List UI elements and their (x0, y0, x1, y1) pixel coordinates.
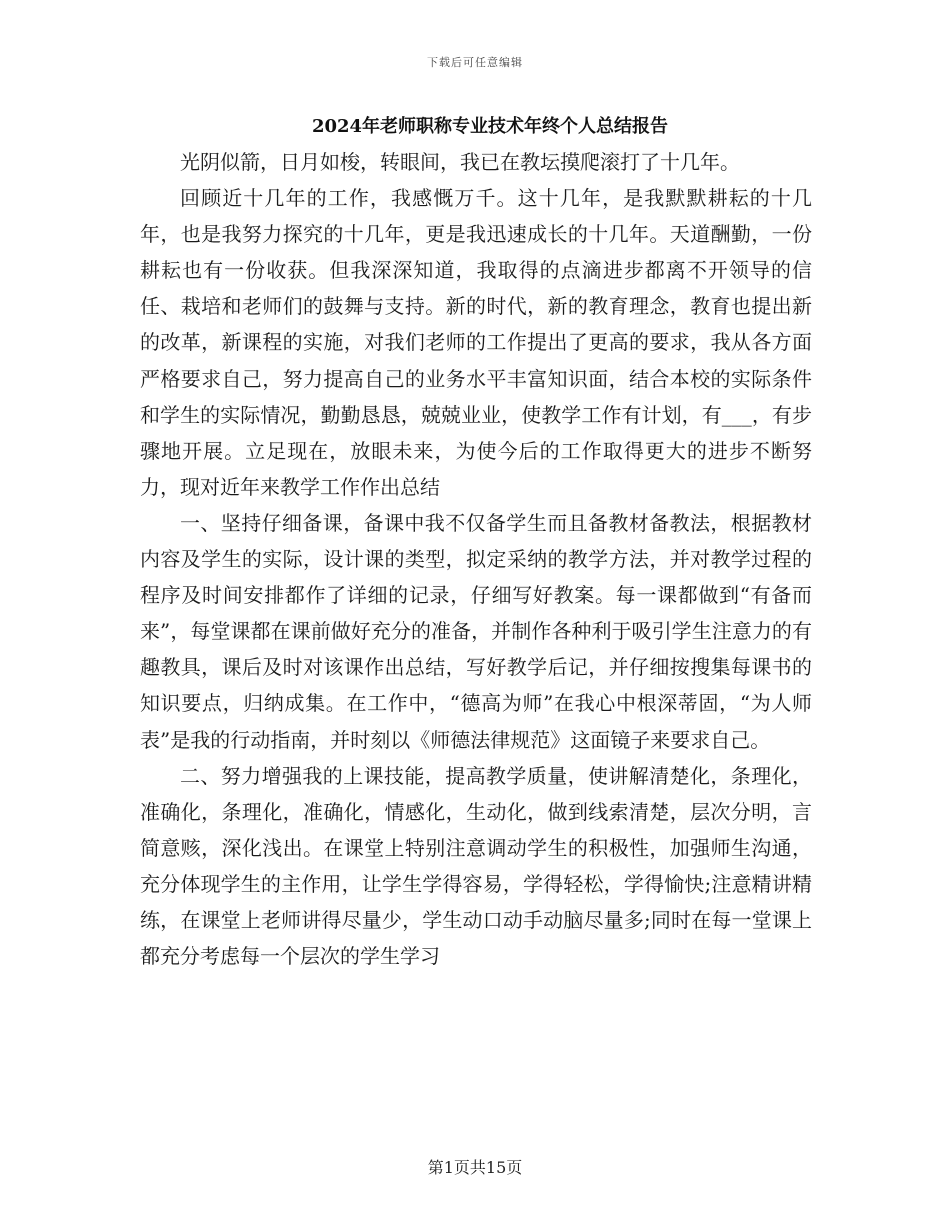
document-body (140, 144, 812, 974)
document-title: 2024年老师职称专业技术年终个人总结报告 (311, 116, 669, 137)
paragraph-section-two: 二、努力增强我的上课技能，提高教学质量，使讲解清楚化，条理化，准确化，条理化，准确化，情感化，生动化，做到线索清楚，层次分明，言简意赅，深化浅出。在课堂上特别注意调动学生的积极性，加强师生沟通，充分体现学生的主作用，让学生学得容易，学得轻松，学得愉快;注意精讲精练，在课堂上老师讲得尽量少，学生动口动手动脑尽量多;同时在每一堂课上都充分考虑每一个层次的学生学习 (140, 763, 812, 969)
download-note: 下载后可任意编辑 (427, 56, 523, 69)
page-indicator: 第1页共15页 (427, 1158, 523, 1177)
paragraph-section-one: 一、坚持仔细备课，备课中我不仅备学生而且备教材备教法，根据教材内容及学生的实际，设计课的类型，拟定采纳的教学方法，并对教学过程的程序及时间安排都作了详细的记录，仔细写好教案。每一课都做到“有备而来”，每堂课都在课前做好充分的准备，并制作各种利于吸引学生注意力的有趣教具，课后及时对该课作出总结，写好教学后记，并仔细按搜集每课书的知识要点，归纳成集。在工作中，“德高为师”在我心中根深蒂固，“为人师表”是我的行动指南，并时刻以《师德法律规范》这面镜子来要求自己。 (140, 510, 812, 752)
paragraph-review: 回顾近十几年的工作，我感慨万千。这十几年，是我默默耕耘的十几年，也是我努力探究的十几年，更是我迅速成长的十几年。天道酬勤，一份耕耘也有一份收获。但我深深知道，我取得的点滴进步都离不开领导的信任、栽培和老师们的鼓舞与支持。新的时代，新的教育理念，教育也提出新的改革，新课程的实施，对我们老师的工作提出了更高的要求，我从各方面严格要求自己，努力提高自己的业务水平丰富知识面，结合本校的实际条件和学生的实际情况，勤勤恳恳，兢兢业业，使教学工作有计划，有___，有步骤地开展。立足现在，放眼未来，为使今后的工作取得更大的进步不断努力，现对近年来教学工作作出总结 (140, 186, 812, 499)
paragraph-intro: 光阴似箭，日月如梭，转眼间，我已在教坛摸爬滚打了十几年。 (180, 150, 740, 174)
